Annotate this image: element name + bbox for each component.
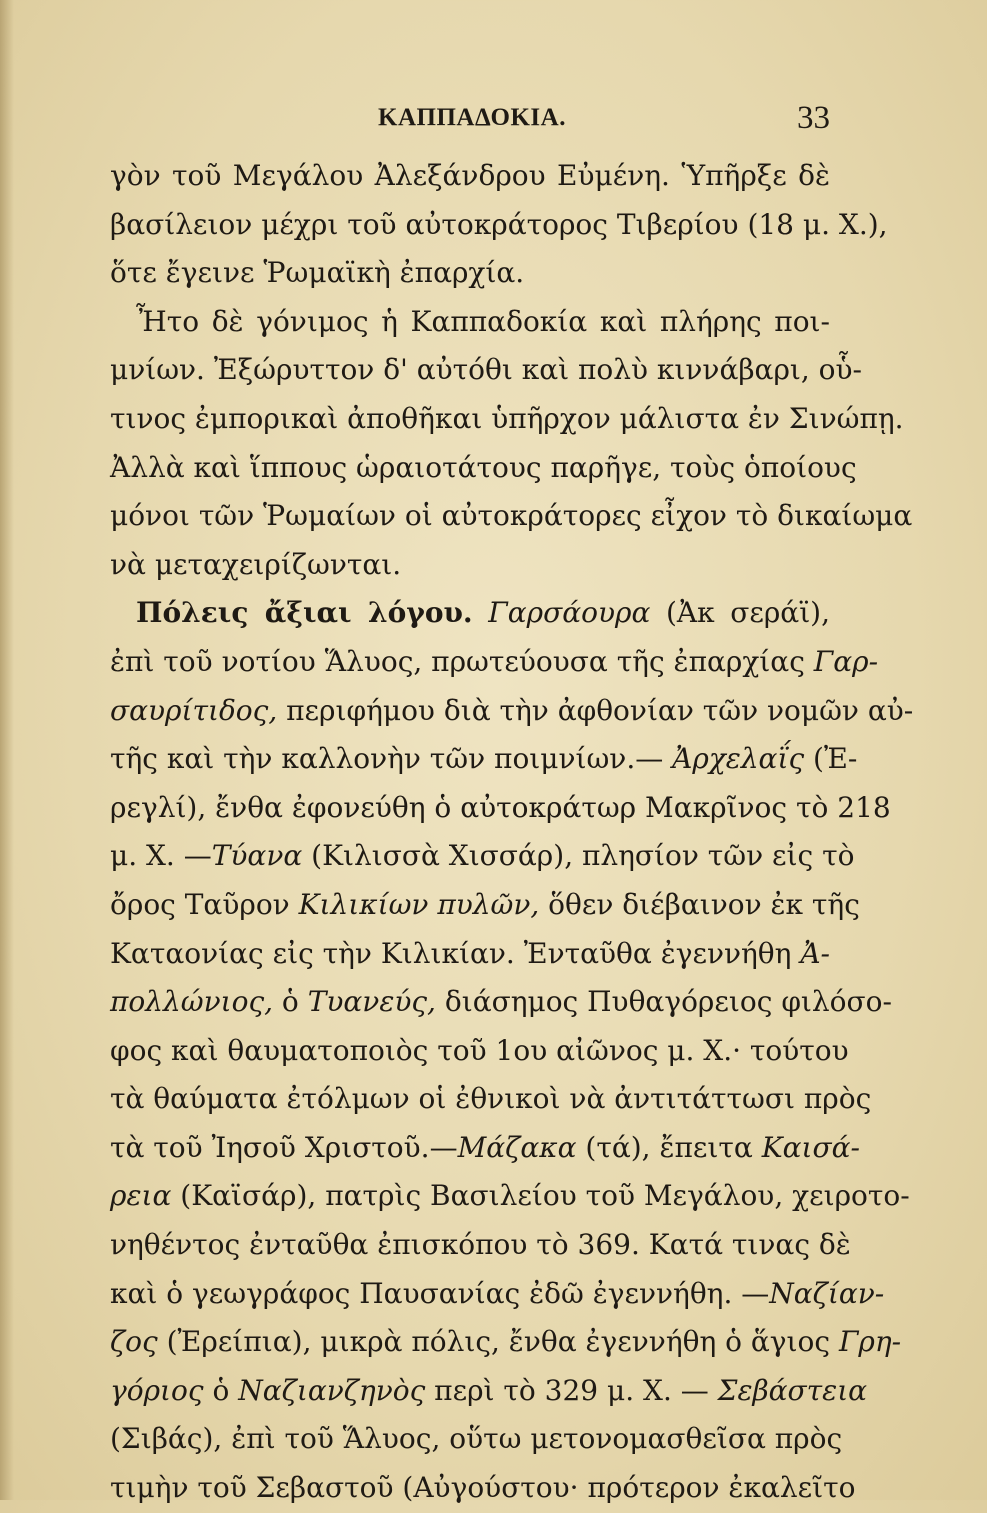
text-line xyxy=(110,1318,902,1367)
text-run: Καταονίας εἰς τὴν Κιλικίαν. Ἐνταῦθα ἐγεννήθη xyxy=(110,936,801,970)
place-name: Ναζίαν- xyxy=(769,1276,885,1310)
text-run: (Σιβάς), ἐπὶ τοῦ Ἅλυος, οὕτω μετονομασθεῖσα πρὸς xyxy=(110,1422,843,1456)
text-line xyxy=(110,201,888,250)
text-run: ὁ xyxy=(203,1373,239,1407)
place-name: ζος xyxy=(110,1325,158,1359)
text-run: μνίων. Ἐξώρυττον δ' αὐτόθι καὶ πολὺ κιννάβαρι, οὗ- xyxy=(110,353,863,387)
place-name: Κιλικίων πυλῶν, xyxy=(298,887,540,921)
place-name: Σεβάστεια xyxy=(717,1373,868,1407)
place-name: Ἀ- xyxy=(800,936,830,970)
text-run: τὰ θαύματα ἐτόλμων οἱ ἐθνικοὶ νὰ ἀντιτάττωσι πρὸς xyxy=(110,1082,872,1116)
text-run: (Ἐ- xyxy=(804,742,858,776)
place-name: Μάζακα xyxy=(457,1130,577,1164)
text-run: ρεγλί), ἔνθα ἐφονεύθη ὁ αὐτοκράτωρ Μακρῖνος τὸ 218 xyxy=(110,790,891,824)
text-line xyxy=(110,298,830,347)
text-run: τῆς καὶ τὴν καλλονὴν τῶν ποιμνίων.— xyxy=(110,742,673,776)
text-run: τὰ τοῦ Ἰησοῦ Χριστοῦ.— xyxy=(110,1130,458,1164)
text-run: βασίλειον μέχρι τοῦ αὐτοκράτορος Τιβερίου (18 μ. Χ.), xyxy=(110,207,888,241)
text-line xyxy=(110,152,830,201)
text-line xyxy=(110,395,904,444)
text-run: τινος ἐμπορικαὶ ἀποθῆκαι ὑπῆρχον μάλιστα ἐν Σινώπῃ. xyxy=(110,401,904,435)
text-line xyxy=(110,1415,843,1464)
text-run: Ἀλλὰ καὶ ἵππους ὡραιοτάτους παρῆγε, τοὺς ὁποίους xyxy=(110,450,857,484)
text-run: νηθέντος ἐνταῦθα ἐπισκόπου τὸ 369. Κατά τινας δὲ xyxy=(110,1228,851,1262)
text-run: μ. Χ. — xyxy=(110,839,212,873)
text-line xyxy=(110,1367,868,1416)
page-number: 33 xyxy=(797,100,830,136)
text-line xyxy=(110,1075,872,1124)
text-line xyxy=(110,1221,851,1270)
text-line xyxy=(110,784,891,833)
text-line xyxy=(110,1172,910,1221)
page-header xyxy=(110,100,830,140)
text-line xyxy=(110,1464,856,1513)
text-line xyxy=(110,978,892,1027)
text-run: (Ἀκ σεράϊ), xyxy=(650,596,830,630)
text-line xyxy=(110,638,879,687)
body-text xyxy=(110,152,914,1513)
place-name: Τυανεύς, xyxy=(307,985,436,1019)
place-name: ρεια xyxy=(110,1179,172,1213)
text-run: ἐπὶ τοῦ νοτίου Ἅλυος, πρωτεύουσα τῆς ἐπαρχίας xyxy=(110,644,814,678)
place-name: Γρη- xyxy=(838,1325,902,1359)
text-run: γὸν τοῦ Μεγάλου Ἀλεξάνδρου Εὐμένη. Ὑπῆρξε δὲ xyxy=(110,159,830,192)
text-run: καὶ ὁ γεωγράφος Παυσανίας ἐδῶ ἐγεννήθη. — xyxy=(110,1276,770,1310)
text-line xyxy=(110,346,863,395)
text-run: ὁ xyxy=(273,985,308,1019)
text-line xyxy=(110,444,857,493)
text-line xyxy=(110,1027,849,1076)
place-name: γόριος xyxy=(110,1373,204,1407)
text-run: (Κιλισσὰ Χισσάρ), πλησίον τῶν εἰς τὸ xyxy=(302,839,855,873)
place-name: Γαρ- xyxy=(813,644,879,678)
text-run: περὶ τὸ 329 μ. Χ. — xyxy=(425,1373,718,1407)
text-run: ὅτε ἔγεινε Ῥωμαϊκὴ ἐπαρχία. xyxy=(110,256,525,290)
place-name: Ναζιανζηνὸς xyxy=(238,1373,426,1407)
text-run: τιμὴν τοῦ Σεβαστοῦ (Αὐγούστου· πρότερον ἐκαλεῖτο xyxy=(110,1471,856,1505)
text-run: περιφήμου διὰ τὴν ἀφθονίαν τῶν νομῶν αὐ- xyxy=(277,693,914,727)
text-line xyxy=(110,1270,885,1319)
place-name: πολλώνιος, xyxy=(110,985,274,1019)
text-run: (Καϊσάρ), πατρὶς Βασιλείου τοῦ Μεγάλου, χειροτο- xyxy=(171,1179,910,1213)
running-title: ΚΑΠΠΑΔΟΚΙΑ. xyxy=(378,104,566,131)
text-line xyxy=(110,541,830,590)
text-run: (τά), ἔπειτα xyxy=(576,1130,762,1164)
place-name: Τύανα xyxy=(211,839,303,873)
text-line xyxy=(110,930,830,979)
text-line xyxy=(110,589,830,638)
place-name: Γαρσάουρα xyxy=(488,596,651,630)
text-run: ὄρος Ταῦρον xyxy=(110,887,299,921)
section-heading: Πόλεις ἄξιαι λόγου. xyxy=(136,596,473,630)
text-line xyxy=(110,735,858,784)
text-run: νὰ μεταχειρίζωνται. xyxy=(110,547,402,581)
text-run: φος καὶ θαυματοποιὸς τοῦ 1ου αἰῶνος μ. Χ.· τούτου xyxy=(110,1033,849,1067)
text-run: (Ἐρείπια), μικρὰ πόλις, ἔνθα ἐγεννήθη ὁ ἅγιος xyxy=(157,1325,839,1359)
text-run: μόνοι τῶν Ῥωμαίων οἱ αὐτοκράτορες εἶχον τὸ δικαίωμα xyxy=(110,499,913,533)
text-line xyxy=(110,832,855,881)
page-edge-shadow xyxy=(0,0,14,1500)
text-line xyxy=(110,687,914,736)
text-line xyxy=(110,1124,860,1173)
text-run: διάσημος Πυθαγόρειος φιλόσο- xyxy=(435,985,892,1019)
place-name: Καισά- xyxy=(761,1130,860,1164)
text-line xyxy=(110,881,860,930)
text-run: ὅθεν διέβαινον ἐκ τῆς xyxy=(539,887,860,921)
place-name: Ἀρχελαΐς xyxy=(672,742,805,776)
text-line xyxy=(110,249,830,298)
place-name: σαυρίτιδος, xyxy=(110,693,278,727)
text-run: Ἦτο δὲ γόνιμος ἡ Καππαδοκία καὶ πλήρης ποι- xyxy=(136,304,830,338)
text-run xyxy=(473,596,489,629)
text-line xyxy=(110,492,913,541)
